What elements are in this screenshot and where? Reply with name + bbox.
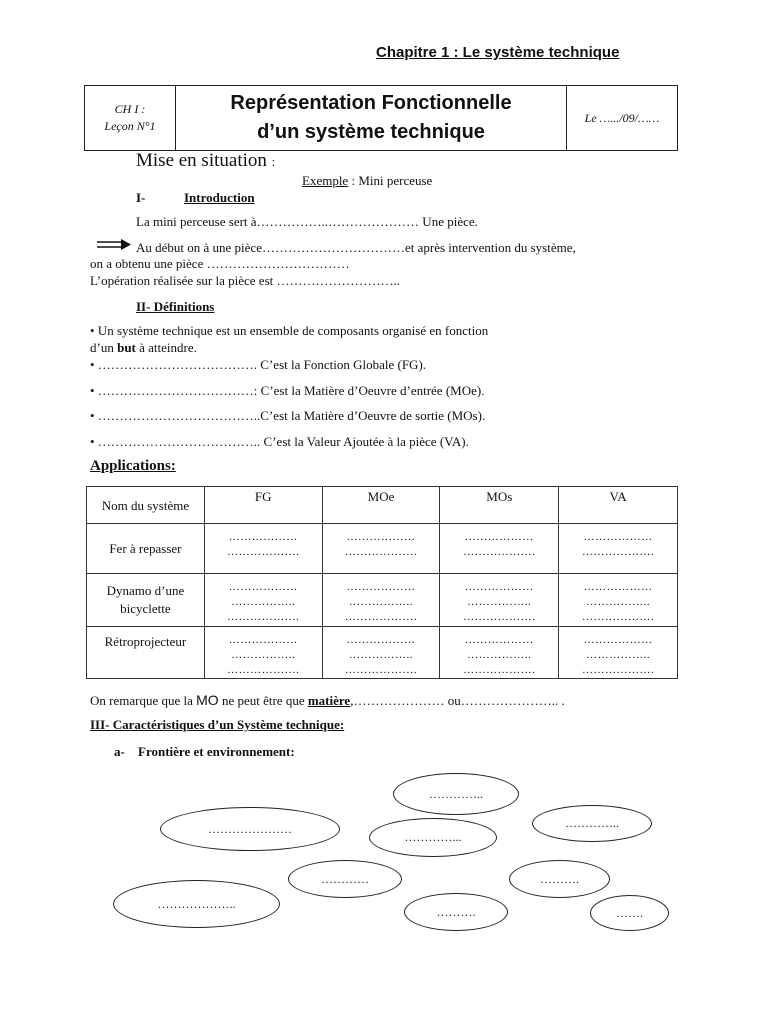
- blank-cell[interactable]: [559, 524, 678, 574]
- blank-line: ………………: [464, 634, 534, 646]
- exemple-label: Exemple: [302, 173, 349, 188]
- chapter-heading: Chapitre 1 : Le système technique: [376, 44, 620, 61]
- lesson-chapter: CH I :: [114, 102, 146, 116]
- intro-line-3: on a obtenu une pièce ……………………………: [90, 256, 350, 271]
- blank-line: ……………….: [227, 664, 300, 676]
- subsection-title: Frontière et environnement:: [138, 744, 295, 759]
- blank-cell[interactable]: [322, 627, 440, 679]
- table-row: [87, 574, 678, 627]
- blank-line: ……………….: [581, 611, 655, 623]
- ellipse-blank[interactable]: …………………: [160, 807, 340, 851]
- mise-colon: :: [271, 154, 276, 169]
- blank-line: ………………: [464, 581, 534, 593]
- header-nom-systeme: Nom du système: [87, 487, 205, 524]
- blank-line: ………………: [346, 531, 416, 543]
- blank-line: ……………….: [227, 546, 300, 558]
- arrow-icon: [97, 238, 133, 252]
- intro-number: I-: [136, 190, 146, 205]
- blank-line: ………………: [346, 581, 416, 593]
- ellipse-blank[interactable]: ………………..: [113, 880, 280, 928]
- blank-cell[interactable]: [559, 574, 678, 627]
- ellipse-blank[interactable]: …………..: [393, 773, 519, 815]
- applications-title: Applications:: [90, 458, 176, 474]
- blank-line: ………………: [228, 531, 298, 543]
- blank-line: ……………….: [463, 664, 536, 676]
- blank-cell[interactable]: [322, 574, 440, 627]
- blank-line: ………………: [228, 634, 298, 646]
- def-line2-c: à atteindre.: [135, 340, 197, 355]
- intro-title: Introduction: [184, 190, 255, 205]
- blank-cell[interactable]: [440, 524, 559, 574]
- blank-cell[interactable]: [322, 524, 440, 574]
- remark-matiere: matière: [307, 693, 351, 708]
- lesson-number: Leçon N°1: [104, 119, 156, 133]
- ellipse-blank[interactable]: …………...: [369, 818, 497, 857]
- row-name-line2: bicyclette: [120, 601, 171, 616]
- blank-line: ……………….: [344, 664, 418, 676]
- mise-title: Mise en situation: [136, 150, 267, 171]
- remark-a: On remarque que la: [90, 693, 197, 708]
- exemple-text: : Mini perceuse: [348, 173, 433, 188]
- blank-line: ………………: [583, 581, 653, 593]
- blank-line: ………………: [583, 531, 653, 543]
- applications-table: [86, 486, 678, 679]
- remark-c: ne peut être que: [218, 693, 308, 708]
- row-name: Rétroprojecteur: [87, 627, 205, 679]
- blank-line: ……………….: [581, 664, 655, 676]
- row-name: Fer à repasser: [87, 524, 205, 574]
- blank-cell[interactable]: [440, 574, 559, 627]
- definition-item-moe: • ………………………………: C’est la Matière d’Oeuvre d’entrée (MOe).: [90, 383, 485, 398]
- definitions-line-1: • Un système technique est un ensemble de composants organisé en fonction: [90, 323, 489, 338]
- lesson-header-box: [84, 85, 678, 151]
- lesson-date: Le ….../09/……: [584, 110, 660, 125]
- header-mos: MOs: [440, 487, 559, 524]
- ellipse-blank[interactable]: …………: [288, 860, 402, 898]
- subsection-number: a-: [114, 744, 125, 759]
- intro-line-1: La mini perceuse sert à……………..………………… Une pièce.: [136, 214, 478, 229]
- blank-line: ………………: [583, 634, 653, 646]
- remark-e: ,………………… ou………………….. .: [350, 693, 565, 708]
- blank-line: ……………..: [231, 596, 296, 608]
- blank-cell[interactable]: [559, 627, 678, 679]
- exemple-line: [302, 173, 432, 189]
- definitions-line-2: [90, 340, 197, 356]
- blank-line: ……………….: [344, 546, 418, 558]
- intro-line-2: Au début on à une pièce……………………………et après intervention du système,: [136, 240, 576, 255]
- blank-line: ……………..: [349, 649, 413, 661]
- definitions-title: II- Définitions: [136, 299, 215, 314]
- blank-cell[interactable]: [204, 627, 322, 679]
- header-va: VA: [559, 487, 678, 524]
- definition-item-mos: • ………………………………..C’est la Matière d’Oeuvre de sortie (MOs).: [90, 408, 486, 423]
- blank-line: ……………….: [463, 611, 536, 623]
- table-row: [87, 524, 678, 574]
- blank-line: ……………..: [349, 596, 413, 608]
- ellipse-blank[interactable]: ……….: [509, 860, 610, 898]
- ellipse-blank[interactable]: …………..: [532, 805, 652, 842]
- lesson-title-line1: Représentation Fonctionnelle: [230, 92, 512, 114]
- caracteristiques-title: III- Caractéristiques d’un Système technique:: [90, 717, 345, 732]
- blank-line: ……………….: [344, 611, 418, 623]
- blank-line: ……………….: [227, 611, 300, 623]
- blank-line: ………………: [228, 581, 298, 593]
- blank-line: ……………..: [586, 649, 651, 661]
- blank-line: ……………..: [467, 596, 532, 608]
- blank-line: ……………….: [581, 546, 655, 558]
- header-moe: MOe: [322, 487, 440, 524]
- table-header-row: [87, 487, 678, 524]
- blank-cell[interactable]: [204, 524, 322, 574]
- blank-line: ……………..: [231, 649, 296, 661]
- blank-cell[interactable]: [440, 627, 559, 679]
- definition-item-fg: • ………………………………. C’est la Fonction Globale (FG).: [90, 357, 427, 372]
- intro-line-4: L’opération réalisée sur la pièce est ………………………..: [90, 273, 400, 288]
- def-line2-but: but: [117, 340, 136, 355]
- table-row: [87, 627, 678, 679]
- definition-item-va: • ……………………………….. C’est la Valeur Ajoutée à la pièce (VA).: [90, 434, 469, 449]
- blank-line: ………………: [464, 531, 534, 543]
- blank-line: ……………….: [463, 546, 536, 558]
- lesson-ref: [85, 86, 176, 150]
- remark-mo: MO: [196, 692, 219, 708]
- row-name: [87, 574, 205, 627]
- ellipse-blank[interactable]: ……….: [404, 893, 508, 931]
- def-line2-a: d’un: [90, 340, 118, 355]
- mise-en-situation-heading: [136, 150, 275, 172]
- lesson-title-line2: d’un système technique: [257, 121, 485, 143]
- ellipse-blank[interactable]: …….: [590, 895, 669, 931]
- blank-line: ……………..: [467, 649, 532, 661]
- remark-line: [90, 692, 565, 709]
- blank-cell[interactable]: [204, 574, 322, 627]
- blank-line: ……………..: [586, 596, 651, 608]
- blank-line: ………………: [346, 634, 416, 646]
- lesson-title: [176, 86, 567, 150]
- row-name-line1: Dynamo d’une: [106, 583, 185, 598]
- header-fg: FG: [204, 487, 322, 524]
